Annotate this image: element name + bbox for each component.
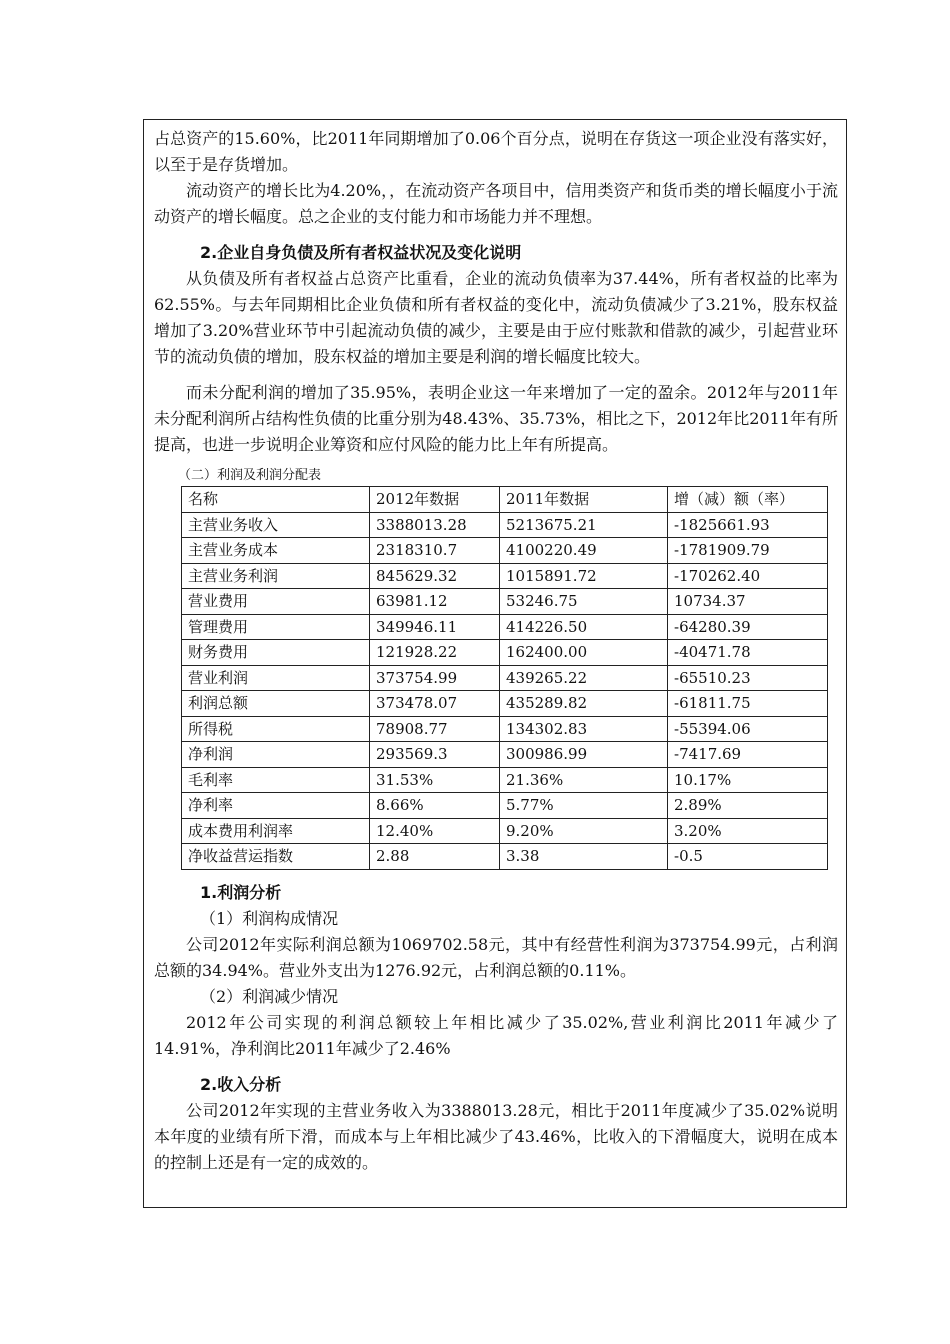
document-frame: [143, 119, 847, 1208]
table-row: [182, 614, 828, 640]
table-cell: 2.89%: [668, 793, 828, 819]
table-cell: -0.5: [668, 844, 828, 870]
spacer: [154, 1062, 838, 1072]
table-cell: 4100220.49: [500, 538, 668, 564]
table-cell: 5.77%: [500, 793, 668, 819]
section-heading-liabilities: 2.企业自身负债及所有者权益状况及变化说明: [200, 243, 522, 262]
table-cell: 毛利率: [182, 767, 370, 793]
subheading-profit-decrease: （2）利润减少情况: [200, 986, 339, 1006]
table-cell: 利润总额: [182, 691, 370, 717]
table-cell: 435289.82: [500, 691, 668, 717]
table-cell: 净利润: [182, 742, 370, 768]
table-cell: 21.36%: [500, 767, 668, 793]
table-cell: 134302.83: [500, 716, 668, 742]
table-cell: 营业利润: [182, 665, 370, 691]
table-cell: 373478.07: [370, 691, 500, 717]
table-cell: 53246.75: [500, 589, 668, 615]
table-cell: -55394.06: [668, 716, 828, 742]
section-heading-profit: 1.利润分析: [200, 882, 282, 902]
table-row: [182, 716, 828, 742]
spacer: [154, 230, 838, 240]
table-cell: 300986.99: [500, 742, 668, 768]
table-cell: 31.53%: [370, 767, 500, 793]
table-cell: 3388013.28: [370, 512, 500, 538]
table-cell: 3.20%: [668, 818, 828, 844]
table-row: [182, 665, 828, 691]
table-cell: 所得税: [182, 716, 370, 742]
table-row: [182, 844, 828, 870]
table-cell: 10.17%: [668, 767, 828, 793]
liabilities-paragraph-2: 而未分配利润的增加了35.95%，表明企业这一年来增加了一定的盈余。2012年与2011年未分配利润所占结构性负债的比重分别为48.43%、35.73%，相比之下，2012年比2011年有所提高，也进一步说明企业筹资和应付风险的能力比上年有所提高。: [154, 383, 838, 454]
table-row: [182, 538, 828, 564]
intro-paragraph-1: 占总资产的15.60%，比2011年同期增加了0.06个百分点，说明在存货这一项企业没有落实好，以至于是存货增加。: [154, 129, 838, 174]
table-cell: 5213675.21: [500, 512, 668, 538]
table-row: [182, 767, 828, 793]
table-row: [182, 691, 828, 717]
table-cell: 78908.77: [370, 716, 500, 742]
liabilities-paragraph-1: 从负债及所有者权益占总资产比重看，企业的流动负债率为37.44%，所有者权益的比率为62.55%。与去年同期相比企业负债和所有者权益的变化中，流动负债减少了3.21%，股东权益增加了3.20%营业环节中引起流动负债的减少，主要是由于应付账款和借款的减少，引起营业环节的流动负债的增加，股东权益的增加主要是利润的增长幅度比较大。: [154, 269, 838, 366]
table-cell: 财务费用: [182, 640, 370, 666]
table-row: [182, 742, 828, 768]
table-cell: 成本费用利润率: [182, 818, 370, 844]
table-cell: 2.88: [370, 844, 500, 870]
table-caption: （二）利润及利润分配表: [178, 468, 322, 483]
table-cell: 3.38: [500, 844, 668, 870]
header-cell: 名称: [182, 487, 370, 513]
table-cell: -65510.23: [668, 665, 828, 691]
profit-paragraph-1: 公司2012年实际利润总额为1069702.58元，其中有经营性利润为373754.99元，占利润总额的34.94%。营业外支出为1276.92元，占利润总额的0.11%。: [154, 934, 838, 980]
profit-distribution-table: [181, 486, 828, 870]
table-cell: 63981.12: [370, 589, 500, 615]
table-cell: -7417.69: [668, 742, 828, 768]
table-cell: 373754.99: [370, 665, 500, 691]
section-heading-income: 2.收入分析: [200, 1074, 282, 1094]
table-cell: 主营业务成本: [182, 538, 370, 564]
table-cell: -61811.75: [668, 691, 828, 717]
table-cell: 净利率: [182, 793, 370, 819]
table-cell: 349946.11: [370, 614, 500, 640]
table-cell: -1781909.79: [668, 538, 828, 564]
table-cell: -40471.78: [668, 640, 828, 666]
table-row: [182, 640, 828, 666]
table-cell: 845629.32: [370, 563, 500, 589]
spacer: [154, 370, 838, 380]
table-row: [182, 818, 828, 844]
document-content: [144, 120, 846, 1176]
table-cell: 8.66%: [370, 793, 500, 819]
header-cell: 增（减）额（率）: [668, 487, 828, 513]
table-cell: 9.20%: [500, 818, 668, 844]
table-row: [182, 793, 828, 819]
table-cell: 主营业务利润: [182, 563, 370, 589]
spacer: [154, 870, 838, 880]
subheading-profit-composition: （1）利润构成情况: [200, 908, 339, 928]
header-cell: 2011年数据: [500, 487, 668, 513]
intro-paragraph-2: 流动资产的增长比为4.20%，，在流动资产各项目中，信用类资产和货币类的增长幅度小于流动资产的增长幅度。总之企业的支付能力和市场能力并不理想。: [154, 181, 838, 226]
table-cell: -170262.40: [668, 563, 828, 589]
table-cell: 主营业务收入: [182, 512, 370, 538]
table-cell: 1015891.72: [500, 563, 668, 589]
table-cell: 414226.50: [500, 614, 668, 640]
table-row: [182, 563, 828, 589]
table-cell: 439265.22: [500, 665, 668, 691]
income-paragraph-1: 公司2012年实现的主营业务收入为3388013.28元，相比于2011年度减少了35.02%说明本年度的业绩有所下滑，而成本与上年相比减少了43.46%，比收入的下滑幅度大，说明在成本的控制上还是有一定的成效的。: [154, 1100, 838, 1172]
table-row: [182, 512, 828, 538]
table-cell: 10734.37: [668, 589, 828, 615]
table-cell: 293569.3: [370, 742, 500, 768]
profit-paragraph-2: 2012年公司实现的利润总额较上年相比减少了35.02%,营业利润比2011年减少了14.91%，净利润比2011年减少了2.46%: [154, 1012, 838, 1058]
table-cell: 121928.22: [370, 640, 500, 666]
table-cell: -1825661.93: [668, 512, 828, 538]
table-cell: 2318310.7: [370, 538, 500, 564]
table-cell: -64280.39: [668, 614, 828, 640]
table-header-row: [182, 487, 828, 513]
table-row: [182, 589, 828, 615]
table-cell: 净收益营运指数: [182, 844, 370, 870]
table-cell: 12.40%: [370, 818, 500, 844]
table-cell: 162400.00: [500, 640, 668, 666]
table-cell: 营业费用: [182, 589, 370, 615]
table-cell: 管理费用: [182, 614, 370, 640]
header-cell: 2012年数据: [370, 487, 500, 513]
